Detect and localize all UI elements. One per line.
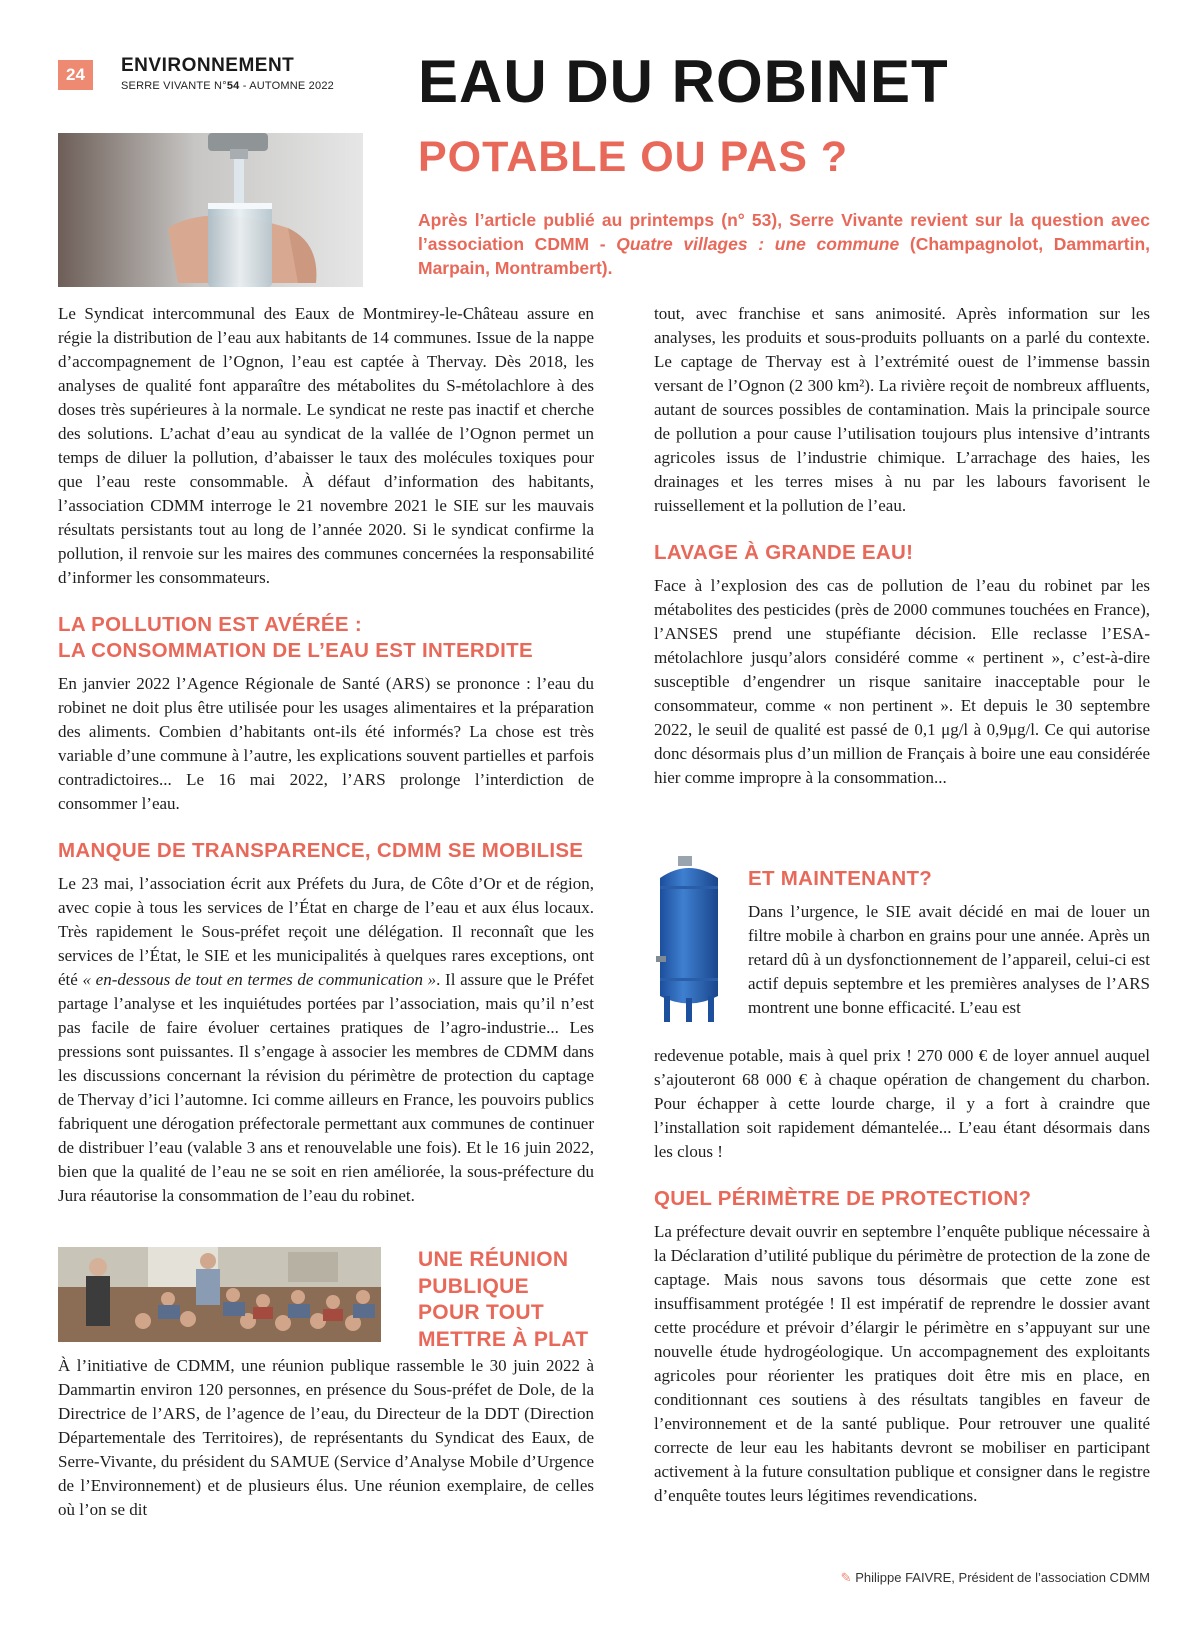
maintenant-block [748, 866, 1150, 1020]
page-number: 24 [58, 60, 93, 90]
right-column-bottom [654, 1044, 1150, 1508]
heading-perimetre: QUEL PÉRIMÈTRE DE PROTECTION? [654, 1187, 1032, 1210]
heading-pollution-line1: LA POLLUTION EST AVÉRÉE : [58, 613, 362, 636]
carbon-filter-image [654, 856, 724, 1024]
heading-pollution-line2: LA CONSOMMATION DE L’EAU EST INTERDITE [58, 639, 533, 662]
left-column [58, 302, 594, 1208]
maintenant-paragraph-part1: Dans l’urgence, le SIE avait décidé en mai de louer un filtre mobile à charbon en grains pour une année. Après un retard dû à un dysfonctionnement de l’appareil, celui-ci est actif depuis septembre et les premières analyses de l’ARS montrent une bonne efficacité. L’eau est [748, 902, 1150, 1017]
reunion-continuation: tout, avec franchise et sans animosité. Après information sur les analyses, les produits et sous-produits polluants on a parlé du contexte. Le captage de Thervay est à l’extrémité ouest de l’immense bassin versant de l’Ognon (2 300 km²). La rivière reçoit de nombreux affluents, autant de sources possibles de contamination. Mais la principale source de pollution a pour cause l’utilisation toujours plus intensive d’intrants agricoles issus de l’industrie chimique. L’arrachage des haies, les drainages et les terres mises à nu par les labours favorisent le ruissellement et la pollution de l’eau. [654, 304, 1150, 515]
transparence-paragraph: Le 23 mai, l’association écrit aux Préfets du Jura, de Côte d’Or et de région, avec copie à tous les services de l’État en charge de l’eau et aux élus locaux. Très rapidement le Sous-préfet reçoit une délégation. Il reconnaît que les services de l’État, le SIE et les municipalités à quelques rares exceptions, ont été « en-dessous de tout en termes de communication ». Il assure que le Préfet partage l’analyse et les inquiétudes portées par l’association, mais qu’il n’est pas facile de faire évoluer certaines pratiques de l’agro-industrie... Les pressions sont puissantes. Il s’engage à associer les membres de CDMM dans les discussions concernant la révision du périmètre de protection du captage de Thervay d’ici l’automne. Ici comme ailleurs en France, les pouvoirs publics fabriquent une dérogation préfectorale permettant aux communes de continuer de distribuer l’eau (valable 3 ans et renouvelable une fois). Et le 16 juin 2022, bien que la qualité de l’eau ne se soit en rien améliorée, la sous-préfecture du Jura réautorise la consommation de l’eau du robinet. [58, 874, 594, 1205]
issue-label: SERRE VIVANTE N°54 - AUTOMNE 2022 [121, 80, 334, 92]
pollution-paragraph: En janvier 2022 l’Agence Régionale de Santé (ARS) se prononce : l’eau du robinet ne doit plus être utilisée pour les usages alimentaires et la préparation des aliments. Combien d’habitants ont-ils été informés? La chose est très variable d’une commune à l’autre, les explications souvent partielles et parfois contradictoires... Le 16 mai 2022, l’ARS prolonge l’interdiction de consommer l’eau. [58, 674, 594, 813]
article-lead: Après l’article publié au printemps (n° 53), Serre Vivante revient sur la question avec l’association CDMM - Quatre villages : une commune (Champagnolot, Dammartin, Marpain, Montrambert). [418, 210, 1151, 278]
article-subtitle: POTABLE OU PAS ? [418, 133, 849, 181]
tap-water-photo [58, 133, 363, 287]
heading-maintenant: ET MAINTENANT? [748, 867, 933, 890]
section-label: ENVIRONNEMENT [121, 55, 295, 76]
right-column-top [654, 302, 1150, 790]
perimetre-paragraph: La préfecture devait ouvrir en septembre l’enquête publique nécessaire à la Déclaration d’utilité publique du périmètre de protection de la zone de captage. Mais nous savons tous désormais que cette zone est insuffisamment protégée ! Il est impératif de reprendre le dossier avant cette procédure et prévoir d’élargir le périmètre en s’appuyant sur une nouvelle étude hydrogéologique. Un accompagnement des exploitants agricoles pour réorienter les pratiques doit être mis en place, en conditionnant ces soutiens à des résultats tangibles en faveur de l’environnement et de la santé publique. Pour retrouver une qualité correcte de leur eau les habitants devront se mobiliser en participant activement à la future consultation publique et consigner dans le registre d’enquête toutes leurs légitimes revendications. [654, 1222, 1150, 1505]
pencil-icon: ✎ [840, 1570, 852, 1585]
reunion-paragraph: À l’initiative de CDMM, une réunion publique rassemble le 30 juin 2022 à Dammartin environ 120 personnes, en présence du Sous-préfet de Dole, de la Directrice de l’ARS, de l’agence de l’eau, du Directeur de la DDT (Direction Départementale des Territoires), de représentants du Syndicat des Eaux, de Serre-Vivante, du président du SAMUE (Service d’Analyse Mobile d’Urgence de l’Environnement) et de plusieurs élus. Une réunion exemplaire, de celles où l’on se dit [58, 1356, 594, 1519]
heading-lavage: LAVAGE À GRANDE EAU! [654, 541, 914, 564]
intro-paragraph: Le Syndicat intercommunal des Eaux de Montmirey-le-Château assure en régie la distribution de l’eau aux habitants de 14 communes. Issue de la nappe d’accompagnement de l’Ognon, l’eau est captée à Thervay. Dès 2018, les analyses de qualité font apparaître des métabolites du S-métolachlore à des doses très supérieures à la normale. Le syndicat ne reste pas inactif et cherche des solutions. L’achat d’eau au syndicat de la vallée de l’Ognon permet un temps de diluer la pollution, d’abaisser le taux des molécules toxiques pour que l’eau reste consommable. À défaut d’information des habitants, l’association CDMM interroge le 21 novembre 2021 le SIE sur les mauvais résultats persistants tout au long de l’année 2020. Si le syndicat confirme la pollution, il renvoie sur les maires des communes concernées la responsabilité d’informer les consommateurs. [58, 304, 594, 587]
lavage-paragraph: Face à l’explosion des cas de pollution de l’eau du robinet par les métabolites des pesticides (près de 2000 communes touchées en France), l’ANSES prend une stupéfiante décision. Elle reclasse l’ESA-métolachlore jusqu’alors considéré comme « pertinent », c’est-à-dire susceptible d’engendrer un risque sanitaire inacceptable pour le consommateur, comme « non pertinent ». Et depuis le 30 septembre 2022, le seuil de qualité est passé de 0,1 μg/l à 0,9μg/l. Ce qui autorise donc désormais plus d’un million de Français à boire une eau considérée hier comme impropre à la consommation... [654, 576, 1150, 787]
maintenant-paragraph-part2: redevenue potable, mais à quel prix ! 270 000 € de loyer annuel auquel s’ajouteront 68 000 € à chaque opération de changement du charbon. Pour échapper à cette lourde charge, il y a fort à craindre que l’installation soit rapidement démantelée... L’eau étant désormais dans les clous ! [654, 1046, 1150, 1161]
heading-transparence: MANQUE DE TRANSPARENCE, CDMM SE MOBILISE [58, 839, 584, 862]
heading-reunion: UNE RÉUNION PUBLIQUE POUR TOUT METTRE À PLAT [418, 1248, 589, 1351]
public-meeting-photo [58, 1247, 381, 1342]
signature: ✎ Philippe FAIVRE, Président de l’association CDMM [840, 1570, 1150, 1585]
article-title: EAU DU ROBINET [418, 48, 949, 115]
